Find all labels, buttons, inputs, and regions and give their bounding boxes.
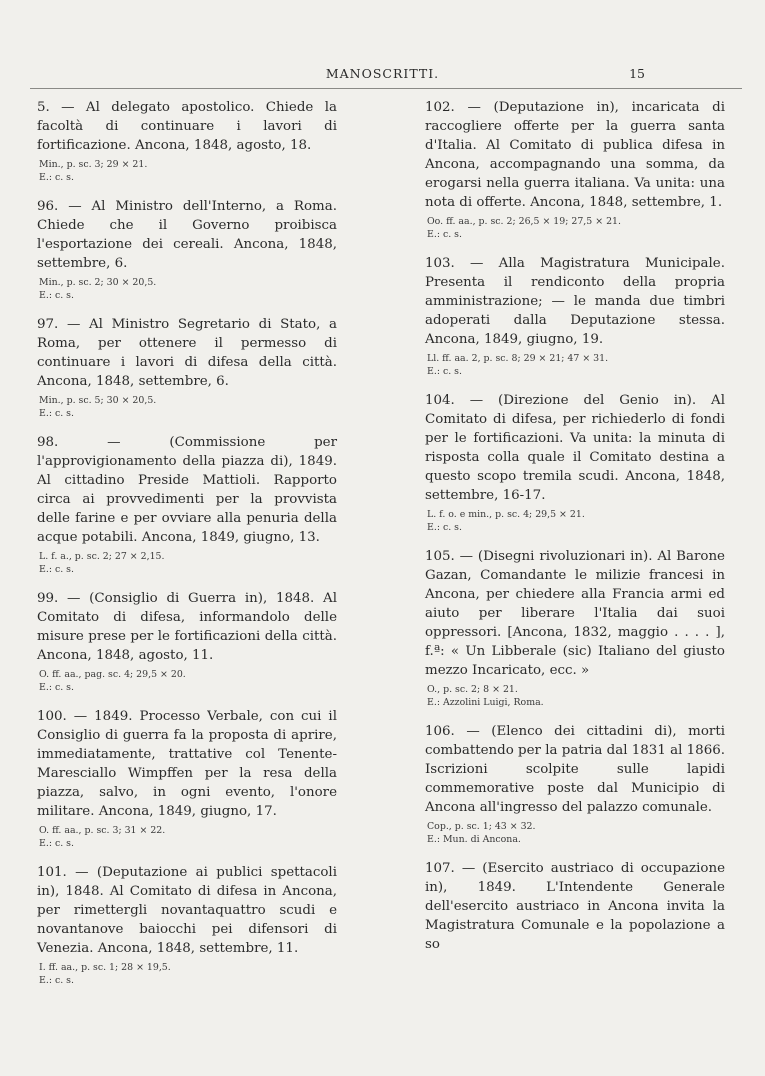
entry-meta-line: E.: c. s. — [39, 682, 74, 693]
catalog-entry — [425, 547, 725, 709]
entry-meta-line: E.: c. s. — [427, 229, 462, 240]
entry-meta-line: Min., p. sc. 5; 30 × 20,5. — [39, 395, 157, 406]
entry-meta — [425, 352, 725, 378]
entry-meta — [37, 824, 337, 850]
catalog-entry — [425, 722, 725, 846]
entry-meta-line: Min., p. sc. 3; 29 × 21. — [39, 159, 148, 170]
catalog-entry — [37, 197, 337, 302]
entry-meta-line: I. ff. aa., p. sc. 1; 28 × 19,5. — [39, 962, 171, 973]
entry-meta-line: E.: c. s. — [39, 838, 74, 849]
catalog-entry — [425, 859, 725, 954]
page-header — [0, 66, 765, 86]
entry-meta — [37, 276, 337, 302]
entry-text: 98. — (Commissione per l'approvigionamento della piazza di), 1849. Al cittadino Preside Mattioli. Rapporto circa ai provvedimenti per la provvista delle farine e per ovviare alla penuria della acque potabili. Ancona, 1849, giugno, 13. — [37, 435, 337, 545]
entry-meta — [37, 550, 337, 576]
entry-meta-line: E.: Azzolini Luigi, Roma. — [427, 697, 544, 708]
entry-meta-line: E.: c. s. — [427, 522, 462, 533]
entry-meta-line: O., p. sc. 2; 8 × 21. — [427, 684, 518, 695]
entry-meta — [425, 215, 725, 241]
entry-text: 97. — Al Ministro Segretario di Stato, a Roma, per ottenere il permesso di continuare i lavori di difesa della città. Ancona, 1848, settembre, 6. — [37, 317, 337, 389]
catalog-entry — [425, 98, 725, 241]
entry-meta-line: E.: c. s. — [39, 408, 74, 419]
entry-meta-line: Cop., p. sc. 1; 43 × 32. — [427, 821, 536, 832]
entry-meta-line: E.: c. s. — [39, 290, 74, 301]
running-title: MANOSCRITTI. — [325, 66, 440, 81]
entry-text: 104. — (Direzione del Genio in). Al Comitato di difesa, per richiederlo di fondi per le fortificazioni. Va unita: la minuta di risposta colla quale il Comitato destina a questo scopo tremila scudi. Ancona, 1848, settembre, 16-17. — [425, 393, 725, 503]
entry-meta — [425, 820, 725, 846]
entry-meta-line: E.: c. s. — [39, 564, 74, 575]
entry-meta — [37, 668, 337, 694]
entry-text: 99. — (Consiglio di Guerra in), 1848. Al Comitato di difesa, informandolo delle misure prese per le fortificazioni della città. Ancona, 1848, agosto, 11. — [37, 591, 337, 663]
catalog-entry — [425, 391, 725, 534]
catalog-entry — [37, 589, 337, 694]
right-column — [425, 98, 725, 967]
catalog-entry — [37, 98, 337, 184]
entry-meta-line: E.: Mun. di Ancona. — [427, 834, 521, 845]
entry-text: 105. — (Disegni rivoluzionari in). Al Barone Gazan, Comandante le milizie francesi in Ancona, per chiedere alla Francia armi ed aiuto per liberare l'Italia dai suoi oppressori. [Ancona, 1832, maggio . . . . ], f.ª: « Un Libberale (sic) Italiano del giusto mezzo Incaricato, ecc. » — [425, 549, 725, 678]
entry-meta-line: E.: c. s. — [39, 975, 74, 986]
entry-meta-line: O. ff. aa., pag. sc. 4; 29,5 × 20. — [39, 669, 186, 680]
catalog-entry — [37, 315, 337, 420]
catalog-entry — [37, 707, 337, 850]
entry-meta-line: Ll. ff. aa. 2, p. sc. 8; 29 × 21; 47 × 31. — [427, 353, 609, 364]
entry-meta — [37, 394, 337, 420]
entry-meta-line: E.: c. s. — [427, 366, 462, 377]
entry-text: 103. — Alla Magistratura Municipale. Presenta il rendiconto della propria amministrazione; — le manda due timbri adoperati dalla Deputazione stessa. Ancona, 1849, giugno, 19. — [425, 256, 725, 347]
entry-meta — [37, 158, 337, 184]
catalog-entry — [37, 433, 337, 576]
entry-meta-line: E.: c. s. — [39, 172, 74, 183]
left-column — [37, 98, 337, 1000]
entry-meta-line: Oo. ff. aa., p. sc. 2; 26,5 × 19; 27,5 × 21. — [427, 216, 621, 227]
entry-meta — [425, 508, 725, 534]
entry-text: 101. — (Deputazione ai publici spettacoli in), 1848. Al Comitato di difesa in Ancona, per rimettergli novantaquattro scudi e novantanove baiocchi pei difensori di Venezia. Ancona, 1848, settembre, 11. — [37, 865, 337, 956]
entry-text: 5. — Al delegato apostolico. Chiede la facoltà di continuare i lavori di fortificazione. Ancona, 1848, agosto, 18. — [37, 100, 337, 153]
entry-meta-line: L. f. o. e min., p. sc. 4; 29,5 × 21. — [427, 509, 585, 520]
entry-meta-line: L. f. a., p. sc. 2; 27 × 2,15. — [39, 551, 165, 562]
catalog-entry — [425, 254, 725, 378]
page-number: 15 — [629, 66, 645, 81]
entry-text: 96. — Al Ministro dell'Interno, a Roma. Chiede che il Governo proibisca l'esportazione dei cereali. Ancona, 1848, settembre, 6. — [37, 199, 337, 271]
catalog-entry — [37, 863, 337, 987]
entry-meta-line: O. ff. aa., p. sc. 3; 31 × 22. — [39, 825, 166, 836]
entry-text: 107. — (Esercito austriaco di occupazione in), 1849. L'Intendente Generale dell'esercito austriaco in Ancona invita la Magistratura Comunale e la popolazione a so — [425, 861, 725, 952]
entry-text: 100. — 1849. Processo Verbale, con cui il Consiglio di guerra fa la proposta di aprire, immediatamente, trattative col Tenente-Maresciallo Wimpffen per la resa della piazza, salvo, in ogni evento, l'onore militare. Ancona, 1849, giugno, 17. — [37, 709, 337, 819]
header-rule — [30, 88, 742, 89]
entry-text: 106. — (Elenco dei cittadini di), morti combattendo per la patria dal 1831 al 1866. Iscrizioni scolpite sulle lapidi commemorative poste dal Municipio di Ancona all'ingresso del palazzo comunale. — [425, 724, 725, 815]
entry-meta — [425, 683, 725, 709]
entry-text: 102. — (Deputazione in), incaricata di raccogliere offerte per la guerra santa d'Italia. Al Comitato di publica difesa in Ancona, accompagnando una somma, da erogarsi nella guerra italiana. Va unita: una nota di offerte. Ancona, 1848, settembre, 1. — [425, 100, 725, 210]
entry-meta — [37, 961, 337, 987]
entry-meta-line: Min., p. sc. 2; 30 × 20,5. — [39, 277, 157, 288]
